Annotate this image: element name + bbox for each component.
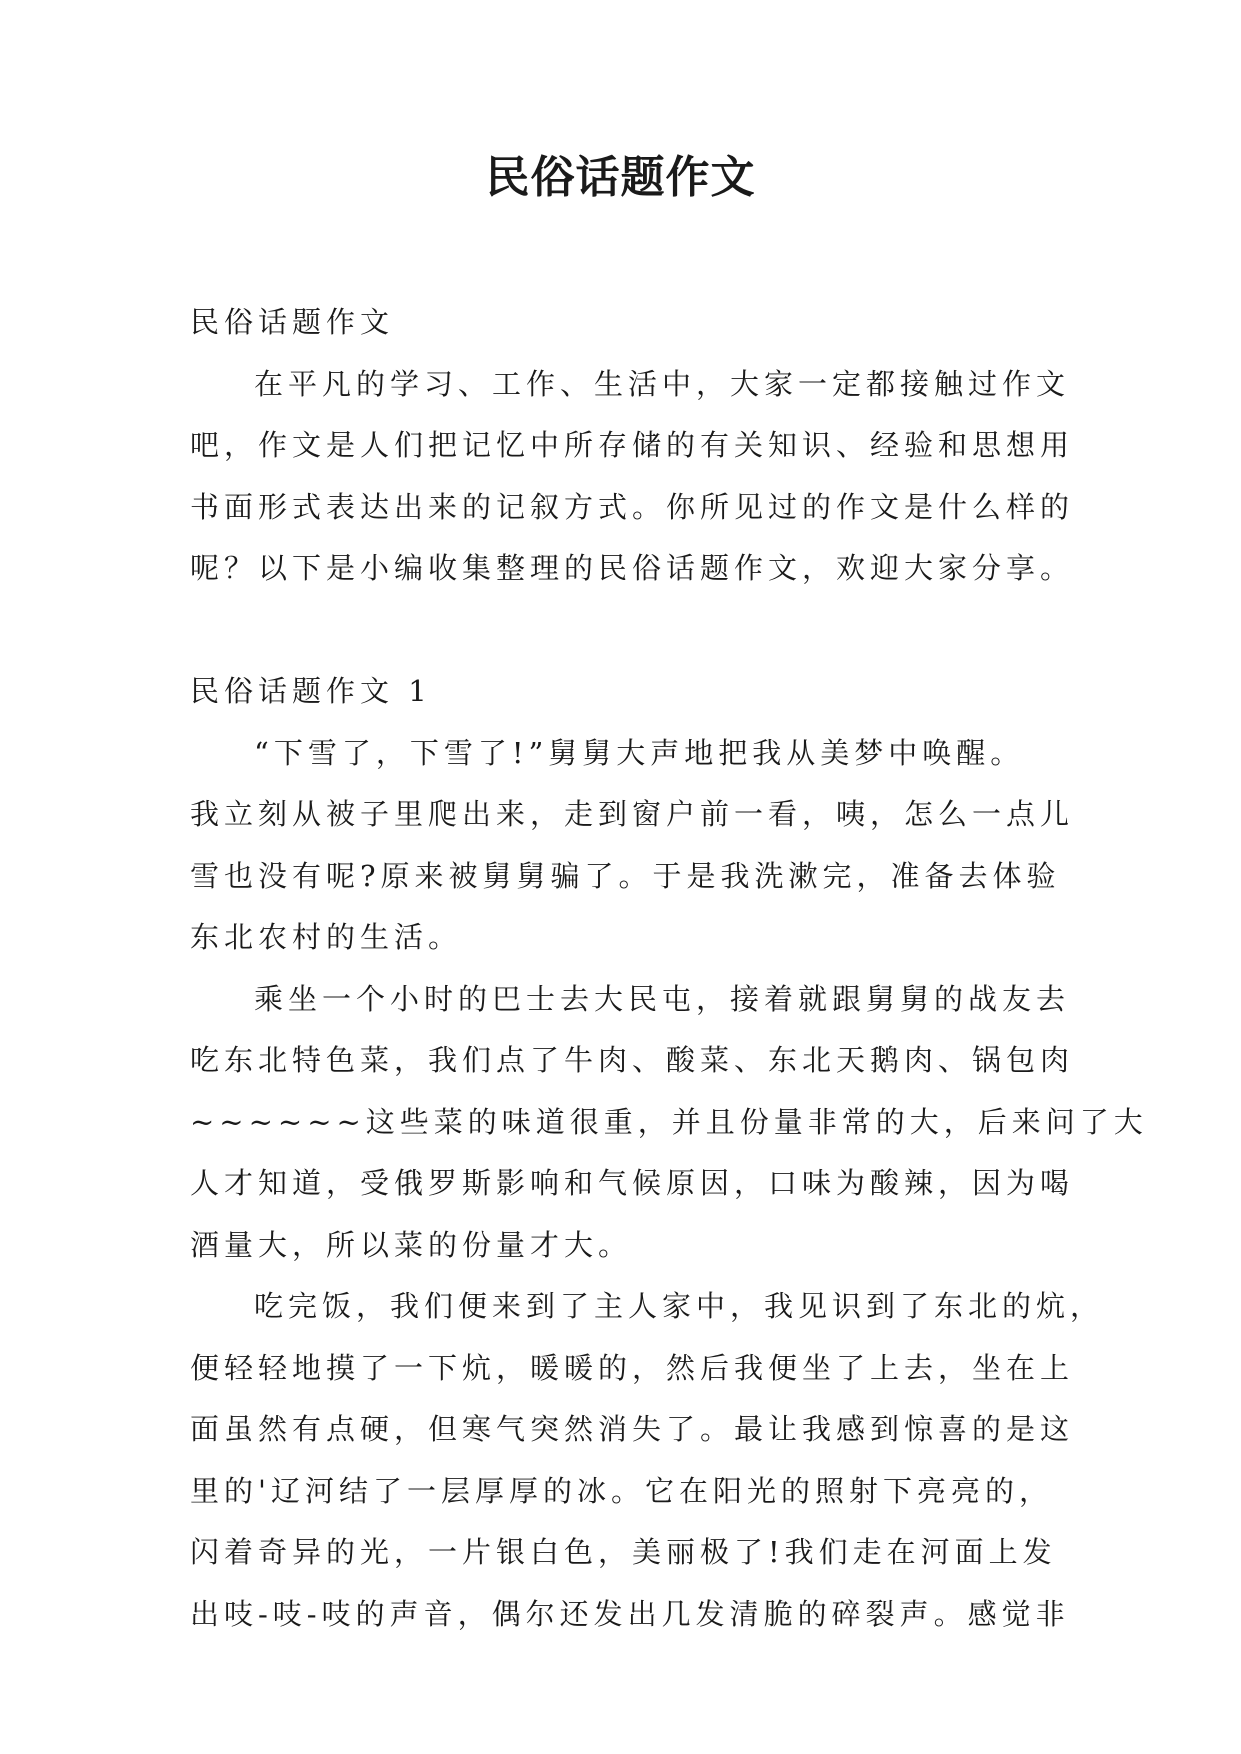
paragraph-line: 吃完饭，我们便来到了主人家中，我见识到了东北的炕， (254, 1289, 1105, 1323)
intro-line: 呢？以下是小编收集整理的民俗话题作文，欢迎大家分享。 (190, 551, 1075, 585)
intro-line: 吧，作文是人们把记忆中所存储的有关知识、经验和思想用 (190, 428, 1075, 462)
essay-1-paragraph-2 (190, 969, 1148, 1277)
paragraph-line: 酒量大，所以菜的份量才大。 (190, 1227, 633, 1262)
paragraph-line: 东北农村的生活。 (190, 920, 463, 954)
intro-line: 在平凡的学习、工作、生活中，大家一定都接触过作文 (254, 366, 1071, 401)
paragraph-line: 出吱-吱-吱的声音，偶尔还发出几发清脆的碎裂声。感觉非 (190, 1596, 1070, 1631)
essay-1-paragraph-1 (190, 723, 1090, 969)
document-body (190, 292, 1148, 1645)
paragraph-line: 吃东北特色菜，我们点了牛肉、酸菜、东北天鹅肉、锅包肉 (190, 1043, 1075, 1077)
paragraph-line: 里的'辽河结了一层厚厚的冰。它在阳光的照射下亮亮的， (190, 1473, 1053, 1508)
document-title: 民俗话题作文 (485, 152, 756, 203)
paragraph-line: 便轻轻地摸了一下炕，暖暖的，然后我便坐了上去，坐在上 (190, 1350, 1075, 1385)
essay-1-heading: 民俗话题作文 1 (190, 674, 432, 708)
intro-heading: 民俗话题作文 (190, 305, 395, 339)
essay-1-paragraph-3 (190, 1276, 1105, 1645)
intro-line: 书面形式表达出来的记叙方式。你所见过的作文是什么样的 (190, 489, 1075, 524)
paragraph-line: 闪着奇异的光，一片银白色，美丽极了!我们走在河面上发 (190, 1535, 1057, 1569)
paragraph-line: 面虽然有点硬，但寒气突然消失了。最让我感到惊喜的是这 (190, 1412, 1075, 1446)
paragraph-line: 雪也没有呢?原来被舅舅骗了。于是我洗漱完，准备去体验 (190, 858, 1061, 893)
paragraph-line: 我立刻从被子里爬出来，走到窗户前一看，咦，怎么一点儿 (190, 797, 1075, 831)
section-spacer (190, 600, 1090, 662)
paragraph-line: ~~~~~~这些菜的味道很重，并且份量非常的大，后来问了大 (190, 1104, 1148, 1139)
paragraph-line: “下雪了，下雪了!”舅舅大声地把我从美梦中唤醒。 (254, 735, 1025, 770)
paragraph-line: 人才知道，受俄罗斯影响和气候原因，口味为酸辣，因为喝 (190, 1166, 1075, 1200)
paragraph-line: 乘坐一个小时的巴士去大民屯，接着就跟舅舅的战友去 (254, 981, 1071, 1016)
intro-paragraph (190, 354, 1090, 600)
